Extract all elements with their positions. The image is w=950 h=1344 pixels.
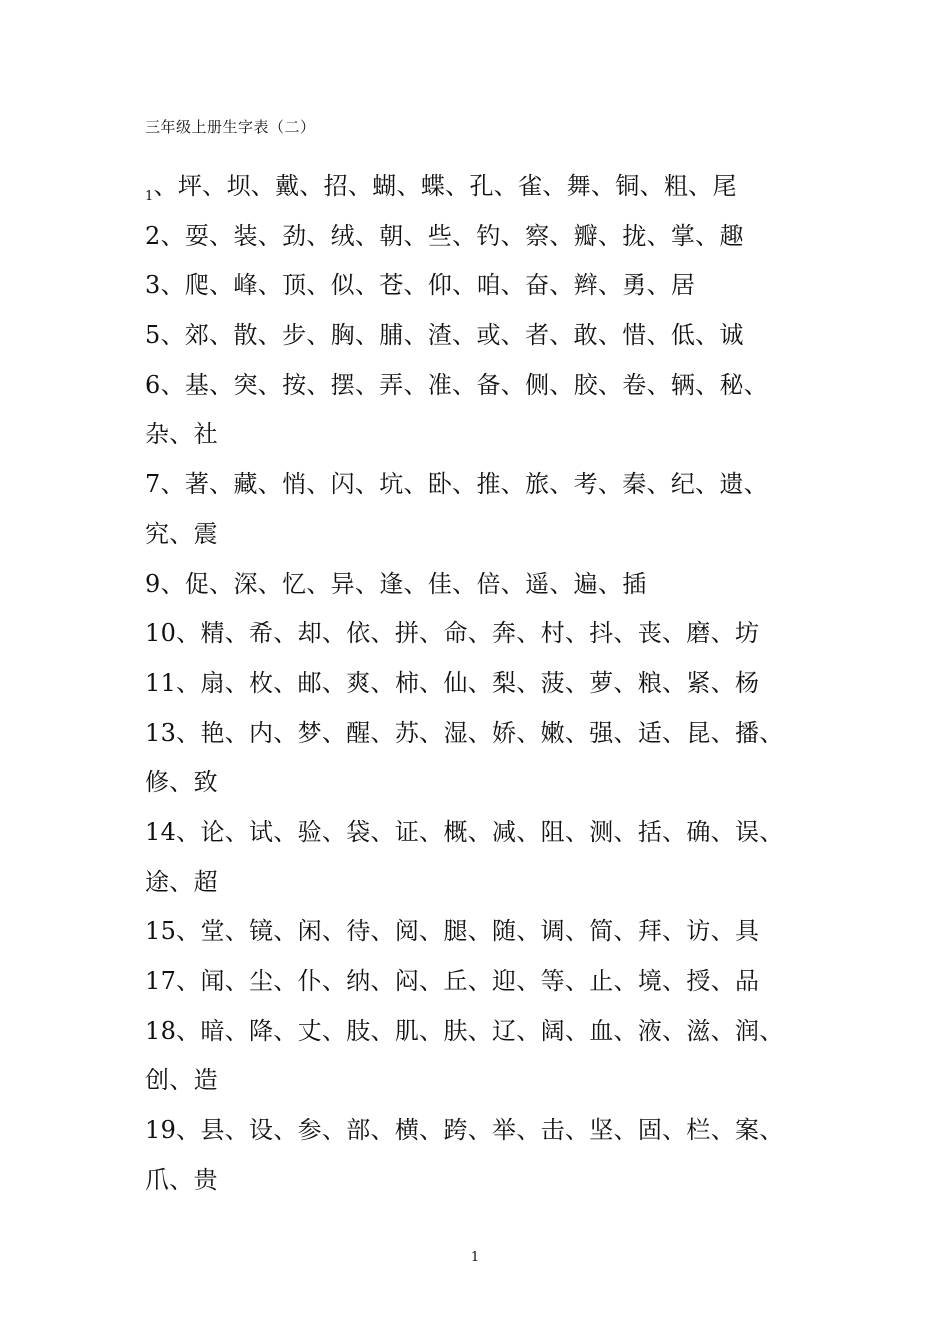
list-line: 14、论、试、验、袋、证、概、减、阻、测、括、确、误、 <box>145 817 784 846</box>
page-number: 1 <box>470 1250 480 1265</box>
list-line: 7、著、藏、悄、闪、坑、卧、推、旅、考、秦、纪、遗、 <box>145 470 769 499</box>
page-title: 三年级上册生字表（二） <box>145 118 316 136</box>
list-line: 5、郊、散、步、胸、脯、渣、或、者、敢、惜、低、诚 <box>145 321 744 350</box>
line-text: 、坪、坝、戴、招、蝴、蝶、孔、雀、舞、铜、粗、尾 <box>153 172 737 200</box>
list-line: 杂、社 <box>145 420 218 449</box>
list-line: 18、暗、降、丈、肢、肌、肤、辽、阔、血、液、滋、润、 <box>145 1016 784 1045</box>
list-line: 6、基、突、按、摆、弄、准、备、侧、胶、卷、辆、秘、 <box>145 370 769 399</box>
list-line <box>145 162 810 212</box>
list-line: 3、爬、峰、顶、似、苍、仰、咱、奋、辫、勇、居 <box>145 271 696 300</box>
list-line: 爪、贵 <box>145 1165 218 1194</box>
list-line: 创、造 <box>145 1066 218 1095</box>
list-line: 2、耍、装、劲、绒、朝、些、钓、察、瓣、拢、掌、趣 <box>145 221 744 250</box>
list-line: 修、致 <box>145 768 218 797</box>
list-line: 10、精、希、却、依、拼、命、奔、村、抖、丧、磨、坊 <box>145 619 760 648</box>
list-line: 9、促、深、忆、异、逢、佳、倍、遥、遍、插 <box>145 569 647 598</box>
list-line: 11、扇、枚、邮、爽、柿、仙、梨、菠、萝、粮、紧、杨 <box>145 668 760 697</box>
list-line: 15、堂、镜、闲、待、阅、腿、随、调、简、拜、访、具 <box>145 917 760 946</box>
list-line: 13、艳、内、梦、醒、苏、湿、娇、嫩、强、适、昆、播、 <box>145 718 784 747</box>
character-list <box>145 162 810 1205</box>
line-number: 1 <box>145 189 154 204</box>
list-line: 17、闻、尘、仆、纳、闷、丘、迎、等、止、境、授、品 <box>145 967 760 995</box>
list-line: 究、震 <box>145 519 218 548</box>
list-line: 19、县、设、参、部、横、跨、举、击、坚、固、栏、案、 <box>145 1116 784 1145</box>
list-line: 途、超 <box>145 867 218 896</box>
